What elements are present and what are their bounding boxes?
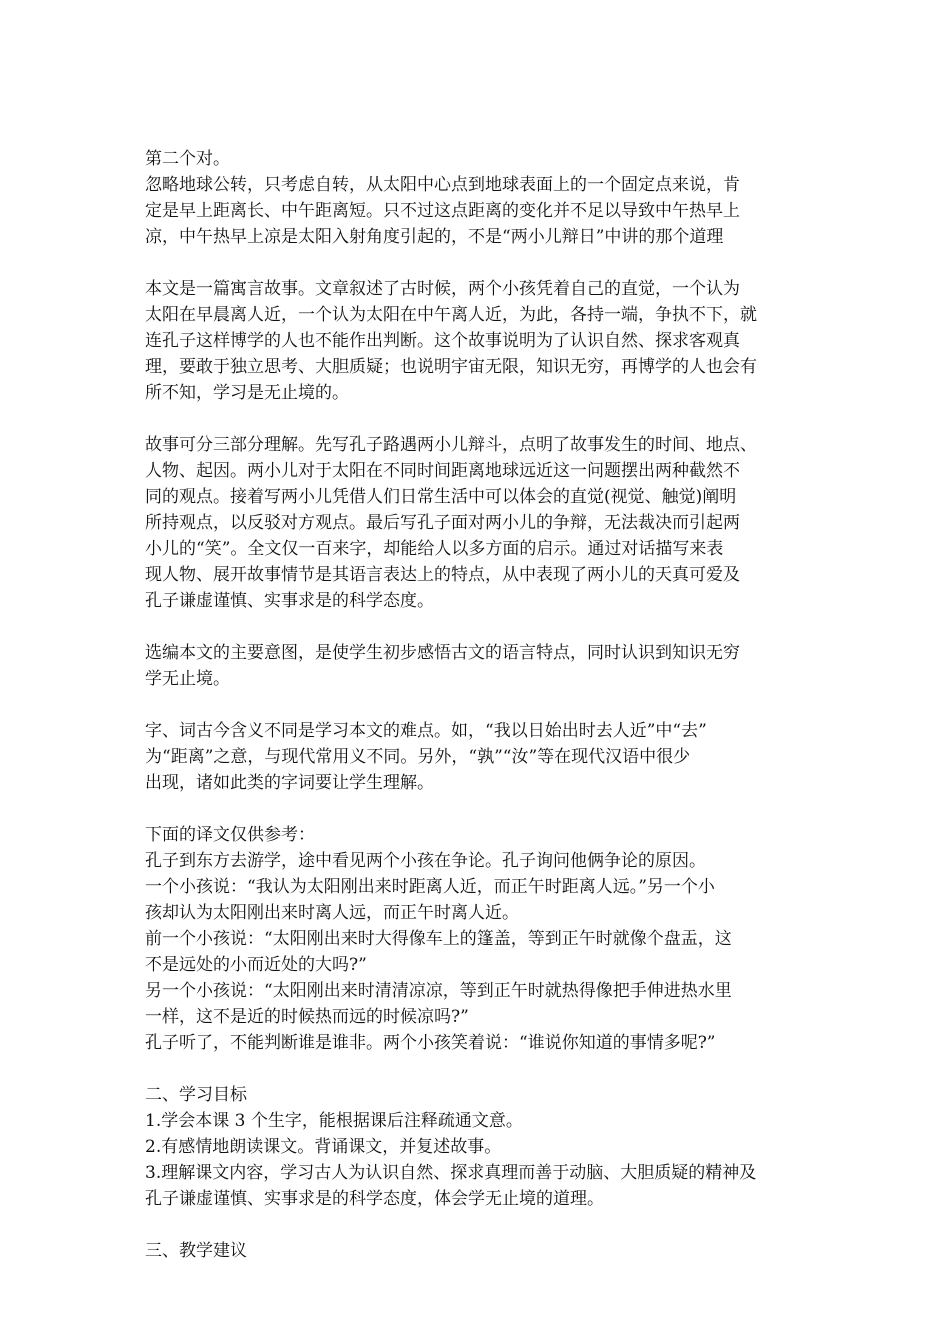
goal-item: 3.理解课文内容，学习古人为认识自然、探求真理而善于动脑、大胆质疑的精神及 (145, 1163, 757, 1183)
goal-item: 孔子谦虚谨慎、实事求是的科学态度，体会学无止境的道理。 (145, 1189, 604, 1209)
text-line: 孩却认为太阳刚出来时离人远，而正午时离人近。 (145, 903, 519, 923)
text-line: 孔子到东方去游学，途中看见两个小孩在争论。孔子询问他俩争论的原因。 (145, 851, 706, 871)
text-line: 同的观点。接着写两小儿凭借人们日常生活中可以体会的直觉(视觉、触觉)阐明 (145, 487, 737, 507)
text-line: 一个小孩说：“我认为太阳刚出来时距离人近，而正午时距离人远。”另一个小 (145, 877, 715, 897)
text-line: 出现，诸如此类的字词要让学生理解。 (145, 773, 434, 793)
text-line: 本文是一篇寓言故事。文章叙述了古时候，两个小孩凭着自己的直觉，一个认为 (145, 279, 740, 299)
text-line: 孔子谦虚谨慎、实事求是的科学态度。 (145, 591, 434, 611)
text-line: 定是早上距离长、中午距离短。只不过这点距离的变化并不足以导致中午热早上 (145, 201, 740, 221)
text-line: 所持观点，以反驳对方观点。最后写孔子面对两小儿的争辩，无法裁决而引起两 (145, 513, 740, 533)
paragraph-summary (145, 276, 815, 406)
text-line: 字、词古今含义不同是学习本文的难点。如，“我以日始出时去人近”中“去” (145, 721, 707, 741)
text-line: 所不知，学习是无止境的。 (145, 383, 349, 403)
text-line: 为“距离”之意，与现代常用义不同。另外，“孰”“汝”等在现代汉语中很少 (145, 747, 691, 767)
text-line: 第二个对。 (145, 149, 230, 169)
text-line: 孔子听了，不能判断谁是谁非。两个小孩笑着说：“谁说你知道的事情多呢?” (145, 1033, 716, 1053)
text-line: 小儿的“笑”。全文仅一百来字，却能给人以多方面的启示。通过对话描写来表 (145, 539, 724, 559)
text-line: 凉，中午热早上凉是太阳入射角度引起的，不是“两小儿辩日”中讲的那个道理 (145, 227, 724, 247)
text-line: 连孔子这样博学的人也不能作出判断。这个故事说明为了认识自然、探求客观真 (145, 331, 740, 351)
paragraph-translation (145, 822, 815, 1056)
text-line: 前一个小孩说：“太阳刚出来时大得像车上的篷盖，等到正午时就像个盘盂，这 (145, 929, 732, 949)
goal-item: 2.有感情地朗读课文。背诵课文，并复述故事。 (145, 1137, 502, 1157)
text-line: 人物、起因。两小儿对于太阳在不同时间距离地球远近这一问题摆出两种截然不 (145, 461, 740, 481)
text-line: 太阳在早晨离人近，一个认为太阳在中午离人近，为此，各持一端，争执不下，就 (145, 305, 757, 325)
section-teaching-suggestions (145, 1238, 815, 1264)
text-line: 一样，这不是近的时候热而远的时候凉吗?” (145, 1007, 469, 1027)
text-line: 理，要敢于独立思考、大胆质疑；也说明宇宙无限，知识无穷，再博学的人也会有 (145, 357, 757, 377)
text-line: 下面的译文仅供参考： (145, 825, 315, 845)
section-learning-goals (145, 1082, 815, 1212)
text-line: 学无止境。 (145, 669, 230, 689)
paragraph-structure (145, 432, 815, 614)
text-line: 另一个小孩说：“太阳刚出来时清清凉凉，等到正午时就热得像把手伸进热水里 (145, 981, 732, 1001)
text-line: 现人物、展开故事情节是其语言表达上的特点，从中表现了两小儿的天真可爱及 (145, 565, 740, 585)
document-page (145, 146, 815, 1264)
section-heading: 三、教学建议 (145, 1241, 247, 1261)
section-heading: 二、学习目标 (145, 1085, 247, 1105)
text-line: 忽略地球公转，只考虑自转，从太阳中心点到地球表面上的一个固定点来说，肯 (145, 175, 740, 195)
paragraph-answer (145, 146, 815, 250)
paragraph-intent (145, 640, 815, 692)
paragraph-difficulty (145, 718, 815, 796)
goal-item: 1.学会本课 3 个生字，能根据课后注释疏通文意。 (145, 1111, 523, 1131)
text-line: 选编本文的主要意图，是使学生初步感悟古文的语言特点，同时认识到知识无穷 (145, 643, 740, 663)
text-line: 不是远处的小而近处的大吗?” (145, 955, 367, 975)
text-line: 故事可分三部分理解。先写孔子路遇两小儿辩斗，点明了故事发生的时间、地点、 (145, 435, 757, 455)
